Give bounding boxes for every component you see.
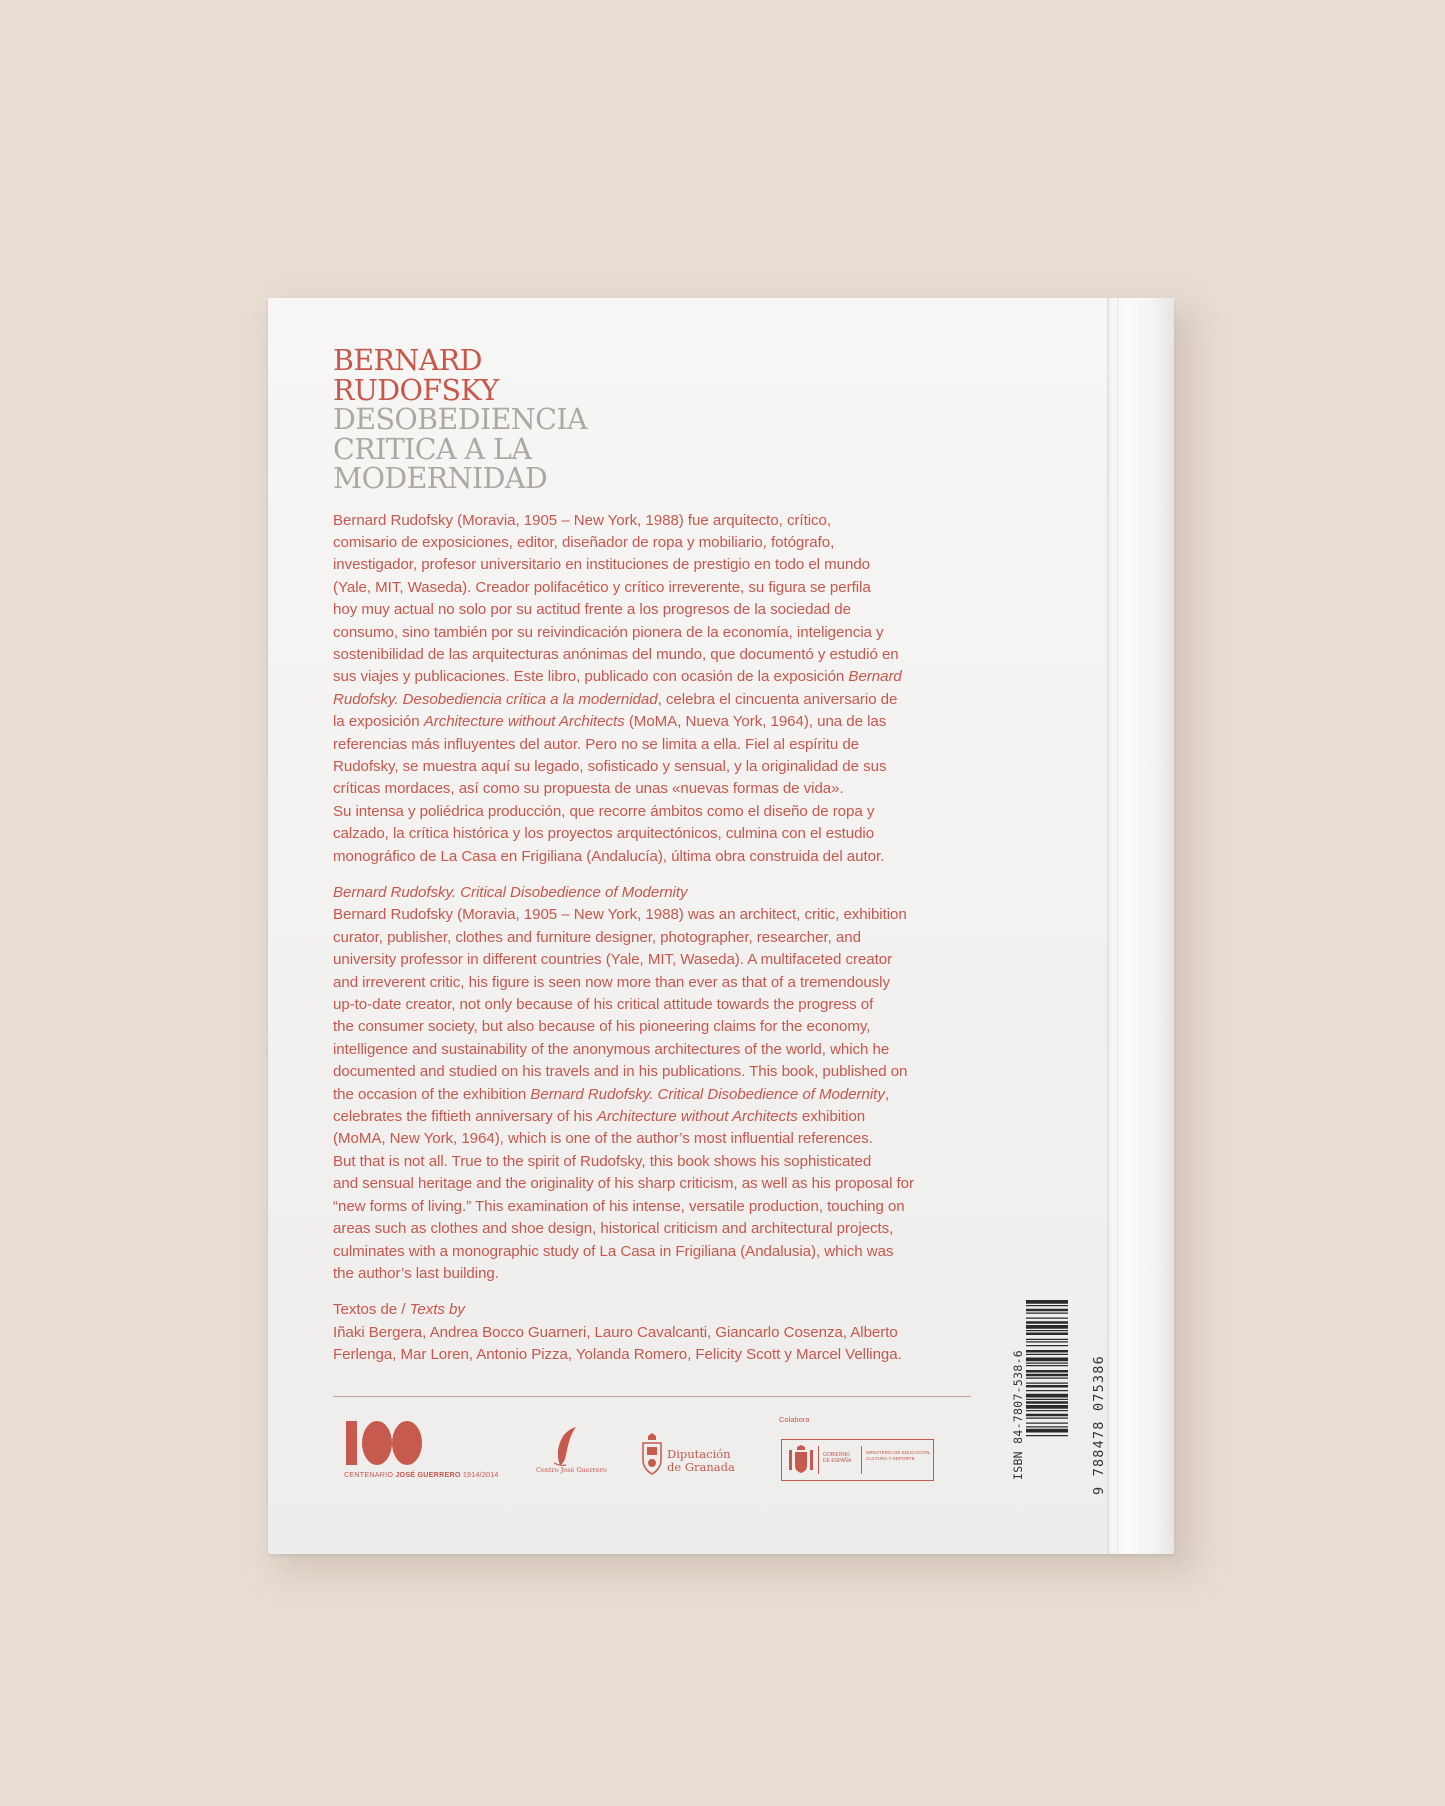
barcode-bar	[1026, 1385, 1068, 1388]
barcode-bar	[1026, 1414, 1068, 1417]
contributors-label	[333, 1299, 973, 1321]
text-line: calzado, la crítica histórica y los proyectos arquitectónicos, culmina con el estudio	[333, 825, 875, 843]
barcode-bar	[1026, 1374, 1068, 1377]
text-line: (Yale, MIT, Waseda). Creador polifacético y crítico irreverente, su figura se perfila	[333, 578, 871, 596]
text-run: the occasion of the exhibition	[333, 1085, 531, 1103]
isbn-number: ISBN 84-7807-538-6	[1011, 1349, 1025, 1480]
caption-years: 1914/2014	[460, 1470, 499, 1479]
barcode-bar	[1026, 1305, 1068, 1306]
book-title	[333, 346, 973, 494]
text-line: (MoMA, New York, 1964), which is one of the author’s most influential references.	[333, 1130, 873, 1148]
barcode-bar	[1026, 1341, 1068, 1342]
text-line: investigador, profesor universitario en instituciones de prestigio en todo el mundo	[333, 556, 871, 574]
spain-coat-of-arms-icon	[787, 1444, 815, 1476]
exhibition-title-italic: Rudofsky. Desobediencia crítica a la modernidad	[333, 690, 658, 708]
barcode-bar	[1026, 1321, 1068, 1324]
author-line: RUDOFSKY	[333, 373, 499, 407]
barcode-bar	[1026, 1363, 1068, 1364]
barcode-bar	[1026, 1401, 1068, 1404]
contributors	[333, 1299, 973, 1366]
text-line: the consumer society, but also because of his pioneering claims for the economy,	[333, 1018, 871, 1036]
author-line: BERNARD	[333, 344, 482, 377]
text-line	[333, 1106, 973, 1128]
text-line: university professor in different countries (Yale, MIT, Waseda). A multifaceted creator	[333, 951, 893, 969]
text-line: documented and studied on his travels and in his publications. This book, published on	[333, 1063, 908, 1081]
caption-name: JOSÉ GUERRERO	[395, 1470, 461, 1479]
diputacion-line: Diputación	[667, 1447, 731, 1461]
text-line	[333, 1084, 973, 1106]
barcode-bar	[1026, 1365, 1068, 1366]
gobierno-line: GOBIERNO	[823, 1452, 850, 1458]
barcode-bar	[1026, 1358, 1068, 1362]
barcode-bar	[1026, 1318, 1068, 1319]
text-run: (MoMA, Nueva York, 1964), una de las	[624, 713, 887, 731]
barcode-bar	[1026, 1410, 1068, 1411]
footer-divider	[333, 1396, 971, 1397]
text-line	[333, 689, 973, 711]
text-line: comisario de exposiciones, editor, diseñador de ropa y mobiliario, fotógrafo,	[333, 533, 835, 551]
barcode-bar	[1026, 1399, 1068, 1400]
text-run: sus viajes y publicaciones. Este libro, publicado con ocasión de la exposición	[333, 668, 849, 686]
guerrero-brush-icon	[534, 1425, 584, 1467]
gobierno-line: DE ESPAÑA	[823, 1458, 852, 1464]
text-line: Bernard Rudofsky (Moravia, 1905 – New York, 1988) was an architect, critic, exhibition	[333, 906, 907, 924]
text-line: referencias más influyentes del autor. Pero no se limita a ella. Fiel al espíritu de	[333, 735, 860, 753]
barcode-bar	[1026, 1390, 1068, 1391]
barcode-bar	[1026, 1309, 1068, 1312]
barcode-bar	[1026, 1325, 1068, 1329]
logo-separator	[818, 1446, 819, 1474]
text-line: Rudofsky, se muestra aquí su legado, sofisticado y sensual, y la originalidad de sus	[333, 757, 887, 775]
barcode-bar	[1026, 1394, 1068, 1398]
barcode-bar	[1026, 1354, 1068, 1355]
barcode-bar	[1026, 1418, 1068, 1419]
text-line	[333, 666, 973, 688]
back-cover-text	[333, 346, 973, 1367]
text-line: consumo, sino también por su reivindicación pionera de la economía, inteligencia y	[333, 623, 884, 641]
moma-exhibition-italic: Architecture without Architects	[423, 713, 625, 731]
barcode-bar	[1026, 1435, 1068, 1436]
english-description	[333, 882, 973, 1285]
text-line: monográfico de La Casa en Frigiliana (Andalucía), última obra construida del autor.	[333, 847, 885, 865]
text-run: la exposición	[333, 713, 424, 731]
barcode-bar	[1026, 1429, 1068, 1433]
book-subtitle	[333, 405, 973, 494]
text-line: But that is not all. True to the spirit of Rudofsky, this book shows his sophisticated	[333, 1152, 872, 1170]
text-line: “new forms of living.” This examination of his intense, versatile production, touching on	[333, 1197, 905, 1215]
barcode-bar	[1026, 1330, 1068, 1331]
ministerio-text: MINISTERIO DE EDUCACIÓN, CULTURA Y DEPORTE	[866, 1450, 931, 1461]
barcode-bar	[1026, 1405, 1068, 1409]
gobierno-text	[823, 1452, 851, 1464]
text-line: the author’s last building.	[333, 1264, 499, 1282]
text-line: críticas mordaces, así como su propuesta de unas «nuevas formas de vida».	[333, 780, 844, 798]
subtitle-line: CRITICA A LA	[333, 432, 532, 466]
text-line: hoy muy actual no solo por su actitud frente a los progresos de la sociedad de	[333, 601, 851, 619]
text-line: sostenibilidad de las arquitecturas anónimas del mundo, que documentó y estudió en	[333, 645, 899, 663]
label-es: Textos de /	[333, 1301, 410, 1319]
contributors-line: Ferlenga, Mar Loren, Antonio Pizza, Yolanda Romero, Felicity Scott y Marcel Vellinga.	[333, 1346, 902, 1364]
subtitle-line: DESOBEDIENCIA	[333, 403, 587, 436]
barcode-bar	[1026, 1370, 1068, 1373]
text-line: intelligence and sustainability of the anonymous architectures of the world, which he	[333, 1040, 890, 1058]
text-line: curator, publisher, clothes and furniture designer, photographer, researcher, and	[333, 928, 861, 946]
text-run: , celebra el cincuenta aniversario de	[657, 690, 898, 708]
barcode-bar	[1026, 1423, 1068, 1424]
centenario-caption	[344, 1470, 499, 1479]
ean-digits: 9 788478 075386	[1091, 1355, 1107, 1495]
barcode-bar	[1026, 1350, 1068, 1353]
text-line: Su intensa y poliédrica producción, que recorre ámbitos como el diseño de ropa y	[333, 802, 875, 820]
gobierno-ministerio-logo	[781, 1439, 934, 1481]
centenario-100-logo	[343, 1418, 443, 1468]
text-line: and irreverent critic, his figure is seen now more than ever as that of a tremendously	[333, 973, 890, 991]
english-heading: Bernard Rudofsky. Critical Disobedience of Modernity	[333, 884, 688, 901]
barcode-bar	[1026, 1383, 1068, 1384]
barcode-bar	[1026, 1300, 1068, 1304]
barcode-bar	[1026, 1313, 1068, 1314]
diputacion-line: de Granada	[667, 1460, 735, 1474]
guerrero-text: Centro José Guerrero	[536, 1466, 607, 1474]
text-line: Bernard Rudofsky (Moravia, 1905 – New York, 1988) fue arquitecto, crítico,	[333, 511, 832, 529]
spanish-description	[333, 510, 973, 869]
text-line	[333, 711, 973, 733]
barcode-bar	[1026, 1339, 1068, 1340]
diputacion-shield-icon	[640, 1432, 664, 1476]
author-name	[333, 346, 973, 405]
text-line: areas such as clothes and shoe design, historical criticism and architectural projects,	[333, 1220, 894, 1238]
book-spine-hinge	[1107, 298, 1174, 1554]
text-line: up-to-date creator, not only because of his critical attitude towards the progress of	[333, 996, 874, 1014]
text-run: ,	[884, 1085, 889, 1103]
moma-exhibition-italic: Architecture without Architects	[596, 1108, 798, 1126]
caption-prefix: CENTENARIO	[344, 1470, 396, 1479]
text-line: and sensual heritage and the originality of his sharp criticism, as well as his proposal for	[333, 1175, 914, 1193]
exhibition-title-italic: Bernard Rudofsky. Critical Disobedience of Modernity	[530, 1085, 885, 1103]
text-line: culminates with a monographic study of La Casa in Frigiliana (Andalusia), which was	[333, 1242, 894, 1260]
logo-separator	[861, 1446, 862, 1474]
barcode-bar	[1026, 1345, 1068, 1346]
label-en: Texts by	[409, 1301, 465, 1319]
exhibition-title-italic: Bernard	[848, 668, 902, 686]
text-run: celebrates the fiftieth anniversary of his	[333, 1108, 597, 1126]
text-run: exhibition	[797, 1108, 866, 1126]
barcode-bar	[1026, 1378, 1068, 1379]
contributors-line: Iñaki Bergera, Andrea Bocco Guarneri, Lauro Cavalcanti, Giancarlo Cosenza, Alberto	[333, 1323, 898, 1341]
barcode-bar	[1026, 1333, 1068, 1336]
colabora-label: Colabora	[779, 1415, 810, 1424]
subtitle-line: MODERNIDAD	[333, 462, 548, 495]
barcode-bar	[1026, 1426, 1068, 1427]
diputacion-text	[667, 1448, 735, 1474]
